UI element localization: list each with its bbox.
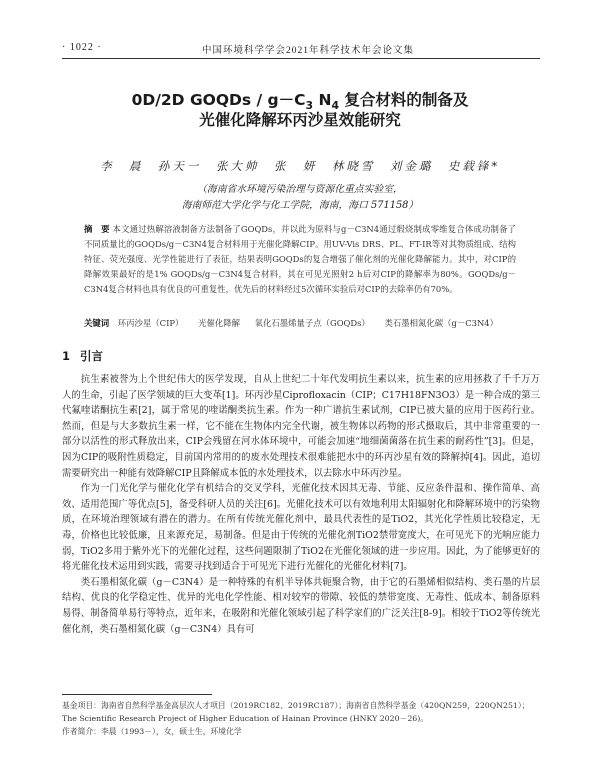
journal-name: 中国环境科学学会2021年科学技术年会论文集 <box>202 46 415 56</box>
abstract-text: 本文通过热解溶液制备方法制备了GOQDs，并以此为原料与g－C3N4通过煅烧制成零维复合体成功制备了不同质量比的GOQDs/g－C3N4复合材料用于光催化降解CIP。用UV-Vis DRS、PL、FT-IR等对其物质组成、结构特征、荧光强度、光学性能进行了表征，结果表明GOQDs的复合增强了催化剂的光催化降解能力。其中，对CIP的降解效果最好的是1% GOQDs/g－C3N4复合材料，其在可见光照射2 h后对CIP的降解率为80%。GOQDs/g－C3N4复合材料也具有优良的可重复性，优先后的材料经过5次循环实验后对CIP的去除率仍有70%。 <box>84 224 517 294</box>
paper-title-line1: 0D/2D GOQDs / $g-C_3$ $N_4$ 复合材料的制备及 <box>131 91 469 113</box>
affiliation-line2: 海南师范大学化学与化工学院，海南，海口 571158） <box>181 200 419 211</box>
keyword: 光催化降解 <box>198 318 240 328</box>
paragraph: 作为一门光化学与催化化学有机结合的交叉学科，光催化技术因其无毒、节能、反应条件温和、操作简单、高效、适用范围广等优点[5]，备受科研人员的关注[6]。光催化技术可以有效地利用太阳辐射化和降解环境中的污染物质，在环境治理领域有潜在的潜力。在所有传统光催化剂中，最具代表性的是TiO2，其光化学性质比较稳定，无毒，价格也比较低廉，且来源充足，易制备。但是由于传统的光催化剂TiO2禁带宽度大，在可见光下的光响应能力弱，TiO2多用于紫外光下的光催化过程，这些问题限制了TiO2在光催化领域的进一步应用。因此，为了能够更好的将光催化技术运用到实践，需要寻找到适合于可见光下进行光催化的光催化材料[7]。 <box>62 483 540 573</box>
paragraph: 类石墨相氮化碳（g－C3N4）是一种特殊的有机半导体共轭聚合物，由于它的石墨烯相似结构、类石墨的片层结构、优良的化学稳定性、优异的光电化学性能、相对较窄的带隙、较低的禁带宽度、无毒性、低成本、制备原料易得、制备简单易行等特点，近年来，在吸附和光催化领域引起了科学家们的广泛关注[8-9]。相较于TiO2等传统光催化剂，类石墨相氮化碳（g－C3N4）具有可 <box>62 576 540 635</box>
abstract-label: 摘 要 <box>84 224 110 234</box>
keyword: 环丙沙星（CIP） <box>117 318 184 328</box>
page-number: · 1022 · <box>62 42 102 53</box>
keyword: 氧化石墨烯量子点（GOQDs） <box>254 318 370 328</box>
keywords-label: 关键词 <box>84 318 110 328</box>
funding-note: 基金项目：海南省自然科学基金高层次人才项目（2019RC182、2019RC187）；海南省自然科学基金（420QN259，220QN251）；The Scientific Research Project of Higher Education of Hainan Province (HNKY 2020－26)。 <box>62 701 530 723</box>
keyword: 类石墨相氮化碳（g－C3N4） <box>384 318 498 328</box>
paper-title-line2: 光催化降解环丙沙星效能研究 <box>199 111 401 129</box>
page-header <box>62 40 540 56</box>
paragraph: 抗生素被誉为上个世纪伟大的医学发现，自从上世纪二十年代发明抗生素以来，抗生素的应用拯救了千千万万人的生命，引起了医学领域的巨大变革[1]。环丙沙星Ciprofloxacin（CIP；C17H18FN3O3）是一种合成的第三代氟喹诺酮抗生素[2]，属于常见的喹诺酮类抗生素。作为一种广谱抗生素试剂，CIP已被大量的应用于医药行业。然而，但是与大多数抗生素一样，它不能在生物体内完全代谢，被生物体以药物的形式摄取后，其中非常重要的一部分以活性的形式释放出来，CIP会残留在河水体环境中，可能会加速“地细菌菌落在抗生素的耐药性”[3]。但是，因为CIP的吸附性质稳定，目前国内常用的的废水处理技术很难能把水中的环丙沙星有效的降解掉[4]。因此，追切需要研究出一种能有效降解CIP且降解成本低的水处理技术，以去除水中环丙沙星。 <box>62 374 540 479</box>
author-list: 李 晨 孙天一 张大帅 张 妍 林晓雪 刘金璐 史载锋* <box>99 159 501 173</box>
body-text <box>62 372 540 637</box>
keywords <box>84 317 516 329</box>
footnote <box>62 699 540 738</box>
footnote-divider <box>62 694 212 695</box>
author-bio: 作者简介：李晨（1993－），女，硕士生，环境化学 <box>62 727 242 736</box>
header-divider <box>62 58 540 59</box>
section-number: 1 <box>62 349 71 363</box>
section-heading <box>62 348 103 364</box>
section-title: 引言 <box>80 349 104 363</box>
abstract <box>84 222 516 297</box>
affiliation-line1: （海南省水环境污染治理与资源化重点实验室， <box>197 184 403 195</box>
